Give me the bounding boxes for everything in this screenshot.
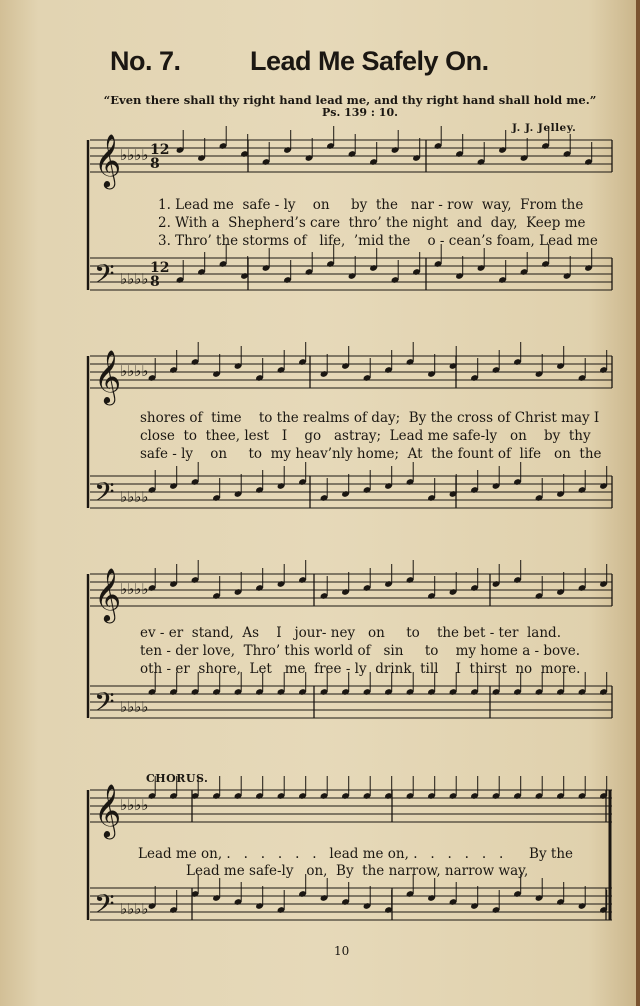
key-signature-icon: ♭♭♭♭ bbox=[120, 796, 149, 814]
key-signature-icon: ♭♭♭♭ bbox=[120, 362, 149, 380]
chorus-label: CHORUS. bbox=[146, 772, 209, 785]
page-number: 10 bbox=[334, 944, 350, 958]
scripture-reference: Ps. 139 : 10. bbox=[322, 106, 398, 119]
scripture-quote: “Even there shall thy right hand lead me, and thy right hand shall hold me.” bbox=[103, 93, 597, 107]
time-signature-icon: 12 bbox=[150, 142, 170, 158]
lyric-line: oth - er shore, Let me free - ly drink till I thirst no more. bbox=[140, 661, 581, 677]
lyric-line: ten - der love, Thro’ this world of sin to my home a - bove. bbox=[140, 643, 581, 659]
lyric-line: shores of time to the realms of day; By the cross of Christ may I bbox=[140, 410, 600, 426]
key-signature-icon: ♭♭♭♭ bbox=[120, 270, 149, 288]
composer-credit: J. J. Jelley. bbox=[512, 122, 577, 134]
key-signature-icon: ♭♭♭♭ bbox=[120, 698, 149, 716]
key-signature-icon: ♭♭♭♭ bbox=[120, 900, 149, 918]
bass-clef-icon: 𝄢 bbox=[94, 258, 115, 296]
hymn-number: No. 7. bbox=[110, 46, 181, 76]
lyric-line: safe - ly on to my heav’nly home; At the fount of life on the bbox=[140, 446, 602, 462]
bass-clef-icon: 𝄢 bbox=[94, 686, 115, 724]
bass-clef-icon: 𝄢 bbox=[94, 888, 115, 926]
hymn-title: Lead Me Safely On. bbox=[250, 46, 489, 76]
treble-clef-icon: 𝄞 bbox=[94, 783, 122, 837]
treble-clef-icon: 𝄞 bbox=[94, 133, 122, 187]
time-signature-icon: 8 bbox=[150, 156, 160, 172]
lyric-line: close to thee, lest I go astray; Lead me safe-ly on by thy bbox=[140, 428, 591, 444]
bass-clef-icon: 𝄢 bbox=[94, 476, 115, 514]
key-signature-icon: ♭♭♭♭ bbox=[120, 146, 149, 164]
lyric-line: 3. Thro’ the storms of life, ’mid the o - cean’s foam, Lead me bbox=[158, 233, 598, 249]
key-signature-icon: ♭♭♭♭ bbox=[120, 488, 149, 506]
key-signature-icon: ♭♭♭♭ bbox=[120, 580, 149, 598]
time-signature-icon: 12 bbox=[150, 260, 170, 276]
treble-clef-icon: 𝄞 bbox=[94, 349, 122, 403]
lyric-line: 2. With a Shepherd’s care thro’ the night and day, Keep me bbox=[158, 215, 586, 231]
time-signature-icon: 8 bbox=[150, 274, 160, 290]
lyric-line: Lead me safe-ly on, By the narrow, narrow way, bbox=[186, 863, 529, 879]
lyric-line: Lead me on, . . . . . . lead me on, . . . . . . By the bbox=[138, 846, 573, 862]
lyric-line: ev - er stand, As I jour- ney on to the bet - ter land. bbox=[140, 625, 561, 641]
treble-clef-icon: 𝄞 bbox=[94, 567, 122, 621]
lyric-line: 1. Lead me safe - ly on by the nar - row way, From the bbox=[158, 197, 584, 213]
